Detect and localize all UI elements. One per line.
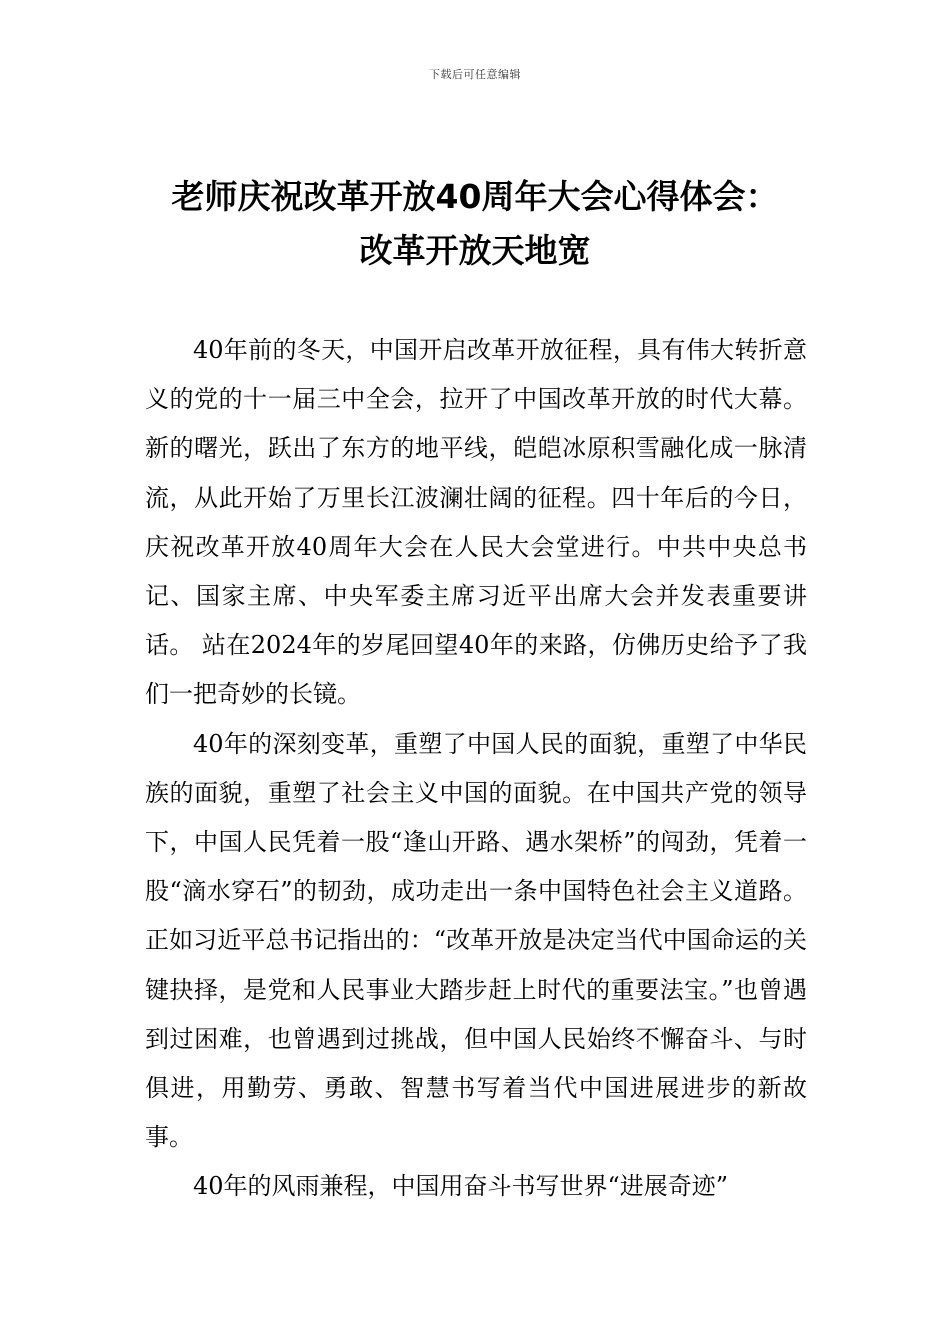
document-title <box>120 170 830 278</box>
title-line-1: 老师庆祝改革开放40周年大会心得体会： <box>171 177 779 216</box>
document-body <box>145 326 807 1212</box>
paragraph: 40年的风雨兼程，中国用奋斗书写世界“进展奇迹” <box>193 1172 729 1201</box>
paragraph: 40年前的冬天，中国开启改革开放征程，具有伟大转折意义的党的十一届三中全会，拉开了中国改革开放的时代大幕。新的曙光，跃出了东方的地平线，皑皑冰原积雪融化成一脉清流，从此开始了万里长江波澜壮阔的征程。四十年后的今日，庆祝改革开放40周年大会在人民大会堂进行。中共中央总书记、国家主席、中央军委主席习近平出席大会并发表重要讲话。 站在2024年的岁尾回望40年的来路，仿佛历史给予了我们一把奇妙的长镜。 <box>145 336 807 709</box>
paragraph: 40年的深刻变革，重塑了中国人民的面貌，重塑了中华民族的面貌，重塑了社会主义中国的面貌。在中国共产党的领导下，中国人民凭着一股“逢山开路、遇水架桥”的闯劲，凭着一股“滴水穿石”的韧劲，成功走出一条中国特色社会主义道路。正如习近平总书记指出的：“改革开放是决定当代中国命运的关键抉择，是党和人民事业大踏步赶上时代的重要法宝。”也曾遇到过困难，也曾遇到过挑战，但中国人民始终不懈奋斗、与时俱进，用勤劳、勇敢、智慧书写着当代中国进展进步的新故事。 <box>145 729 807 1152</box>
title-line-2: 改革开放天地宽 <box>359 231 591 270</box>
header-note: 下载后可任意编辑 <box>429 68 521 81</box>
